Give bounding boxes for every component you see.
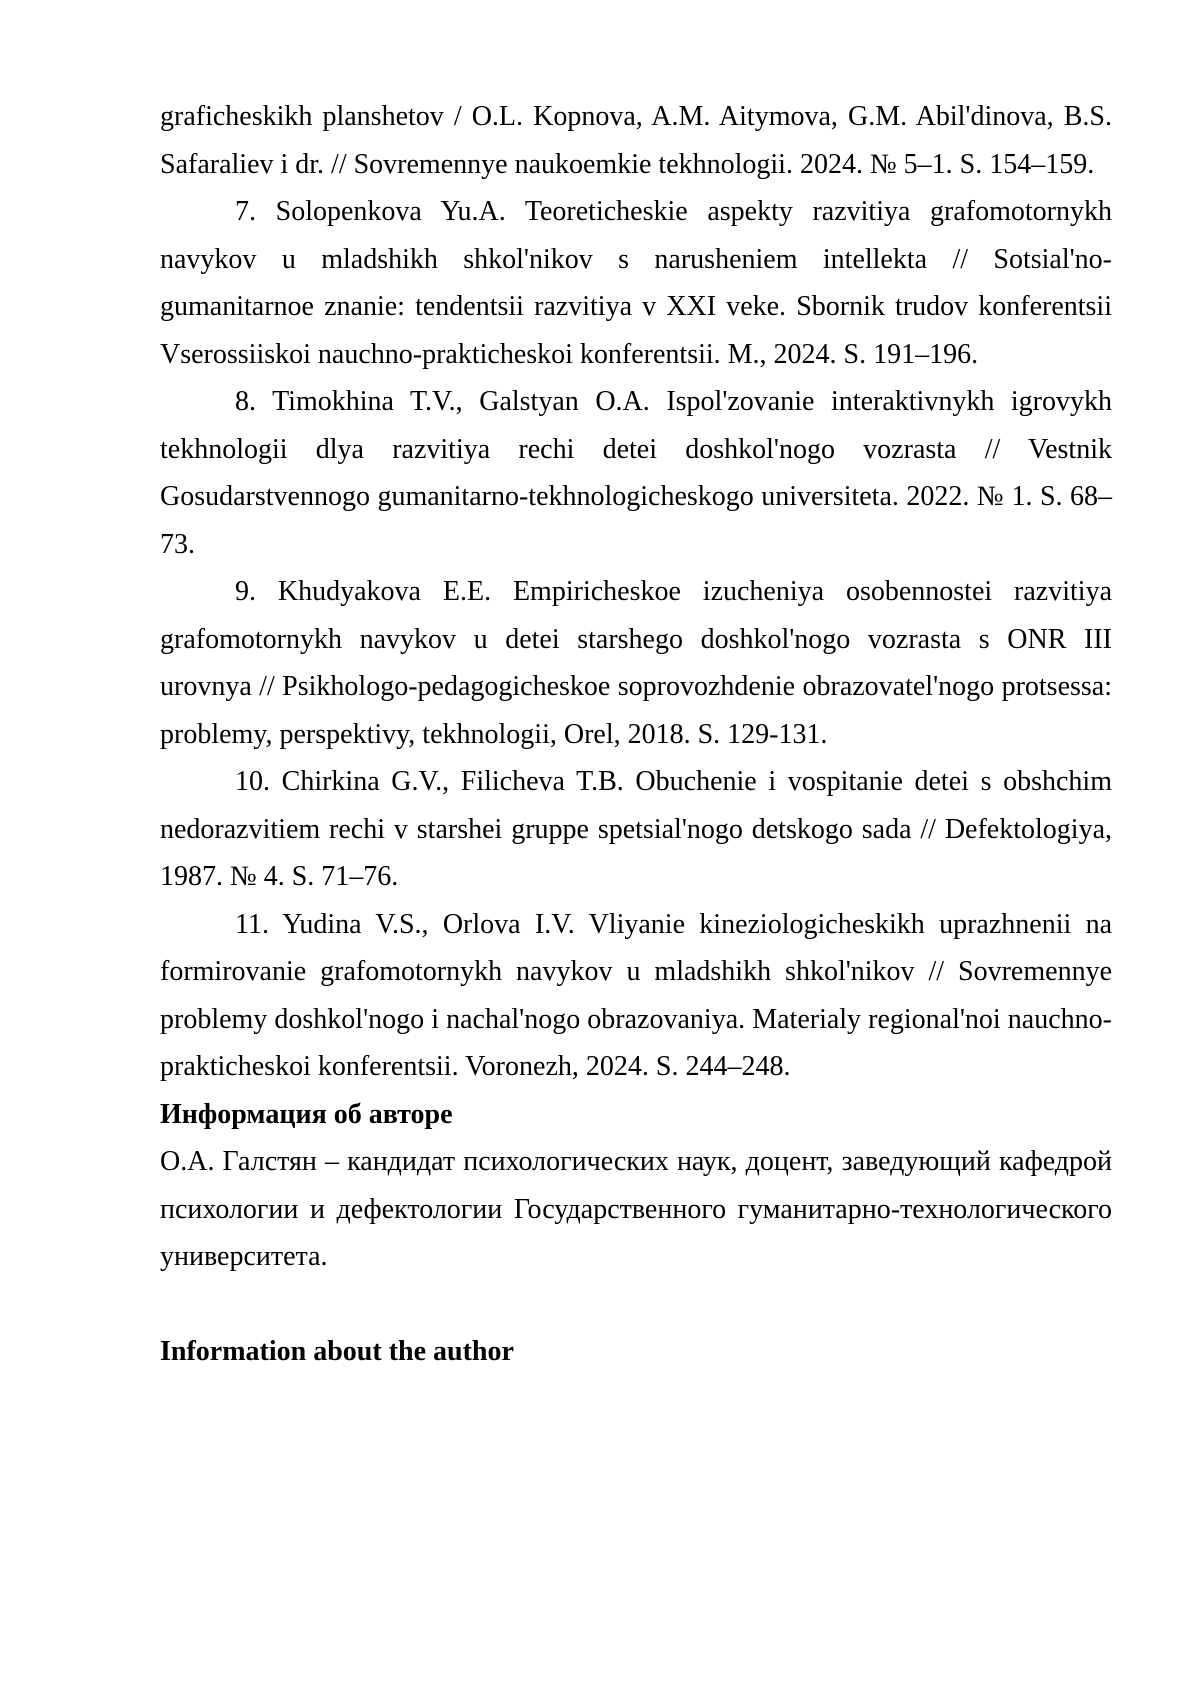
- author-info-heading-en: Information about the author: [160, 1336, 514, 1367]
- author-info-heading-ru: Информация об авторе: [160, 1098, 453, 1130]
- reference-item-10: 10. Chirkina G.V., Filicheva T.B. Obuchenie i vospitanie detei s obshchim nedorazvitiem rechi v starshei gruppe spetsial'nogo detskogo sada // Defektologiya, 1987. № 4. S. 71–76.: [160, 766, 1112, 892]
- author-info-paragraph-ru: О.А. Галстян – кандидат психологических наук, доцент, заведующий кафедрой психологии и дефектологии Государственного гуманитарно-технологического университета.: [160, 1146, 1112, 1272]
- reference-item-8: 8. Timokhina T.V., Galstyan O.A. Ispol'zovanie interaktivnykh igrovykh tekhnologii dlya razvitiya rechi detei doshkol'nogo vozrasta // Vestnik Gosudarstvennogo gumanitarno-tekhnologicheskogo universiteta. 2022. № 1. S. 68–73.: [160, 386, 1112, 560]
- reference-item-9: 9. Khudyakova E.E. Empiricheskoe izucheniya osobennostei razvitiya grafomotornykh navykov u detei starshego doshkol'nogo vozrasta s ONR III urovnya // Psikhologo-pedagogicheskoe soprovozhdenie obrazovatel'nogo protsessa: problemy, perspektivy, tekhnologii, Orel, 2018. S. 129-131.: [160, 576, 1112, 750]
- reference-item-7: 7. Solopenkova Yu.A. Teoreticheskie aspekty razvitiya grafomotornykh navykov u mladshikh shkol'nikov s narusheniem intellekta // Sotsial'no-gumanitarnoe znanie: tendentsii razvitiya v XXI veke. Sbornik trudov konferentsii Vserossiiskoi nauchno-prakticheskoi konferentsii. M., 2024. S. 191–196.: [160, 196, 1112, 370]
- reference-item-6-continuation: graficheskikh planshetov / O.L. Kopnova, A.M. Aitymova, G.M. Abil'dinova, B.S. Safaraliev i dr. // Sovremennye naukoemkie tekhnologii. 2024. № 5–1. S. 154–159.: [160, 101, 1112, 180]
- reference-item-11: 11. Yudina V.S., Orlova I.V. Vliyanie kineziologicheskikh uprazhnenii na formirovanie grafomotornykh navykov u mladshikh shkol'nikov // Sovremennye problemy doshkol'nogo i nachal'nogo obrazovaniya. Materialy regional'noi nauchno-prakticheskoi konferentsii. Voronezh, 2024. S. 244–248.: [160, 908, 1112, 1082]
